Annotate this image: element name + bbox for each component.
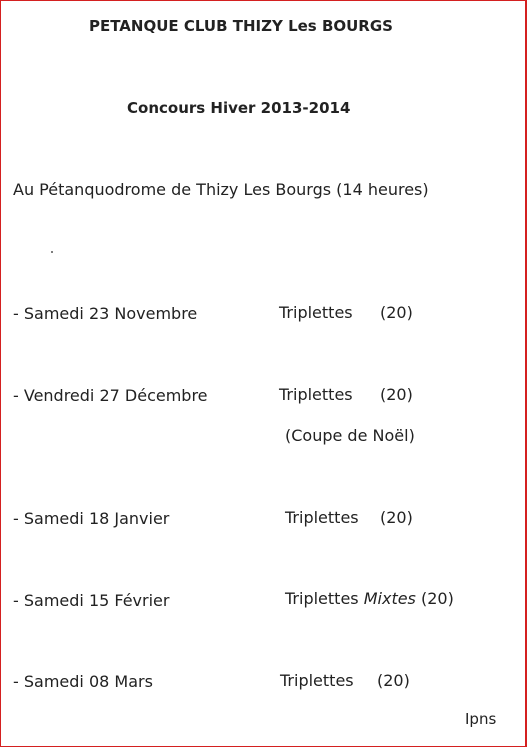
footer-ipns: Ipns [465, 710, 497, 728]
event-date: - Samedi 08 Mars [13, 672, 153, 691]
event-format: Triplettes [279, 303, 353, 322]
event-note: (Coupe de Noël) [285, 426, 415, 445]
event-teams: (20) [380, 508, 413, 527]
event-teams: (20) [420, 589, 454, 608]
event-date: - Samedi 23 Novembre [13, 304, 198, 323]
event-date: - Samedi 18 Janvier [13, 509, 170, 528]
event-format-mixtes: Mixtes [363, 589, 416, 608]
club-title: PETANQUE CLUB THIZY Les BOURGS [89, 17, 393, 35]
event-format: Triplettes [280, 671, 354, 690]
event-format: Triplettes [285, 589, 359, 608]
contest-title: Concours Hiver 2013-2014 [127, 99, 351, 117]
event-teams: (20) [377, 671, 410, 690]
venue-intro: Au Pétanquodrome de Thizy Les Bourgs (14 heures) [13, 180, 429, 199]
event-format: Triplettes [279, 385, 353, 404]
event-teams: (20) [380, 303, 413, 322]
event-format: Triplettes [285, 508, 359, 527]
event-date: - Vendredi 27 Décembre [13, 386, 208, 405]
event-teams: (20) [380, 385, 413, 404]
event-format-line [285, 589, 454, 608]
event-date: - Samedi 15 Février [13, 591, 170, 610]
scan-speck [51, 251, 53, 253]
